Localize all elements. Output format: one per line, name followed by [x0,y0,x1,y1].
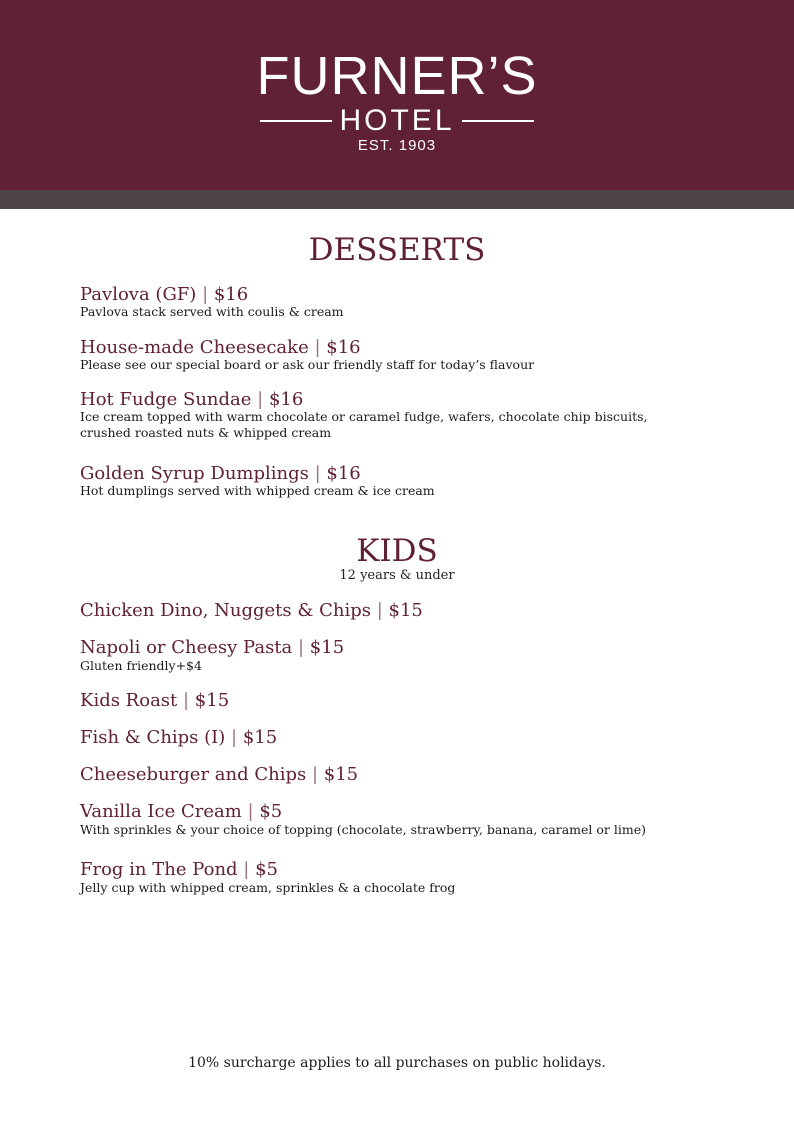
dessert-item-description: Please see our special board or ask our friendly staff for today’s flavour [80,357,535,372]
kids-item-title [80,690,780,712]
item-name: Hot Fudge Sundae [80,389,252,410]
item-price: $5 [255,859,278,880]
item-name: Cheeseburger and Chips [80,764,307,785]
item-separator: | [241,801,260,822]
item-price: $15 [194,690,230,711]
item-name: House-made Cheesecake [80,337,309,358]
logo-hotel: HOTEL [339,104,455,137]
item-separator: | [306,764,324,785]
desserts-title: DESSERTS [308,232,486,268]
item-name: Golden Syrup Dumplings [80,463,309,484]
kids-item-title [80,637,780,659]
kids-item-title [80,801,780,823]
item-price: $15 [242,727,278,748]
kids-item-description: With sprinkles & your choice of topping (chocolate, strawberry, banana, caramel or lime) [80,822,646,837]
kids-item-title [80,727,780,749]
item-price: $15 [388,600,423,621]
item-price: $5 [259,801,283,822]
item-name: Napoli or Cheesy Pasta [80,637,293,658]
item-price: $16 [213,284,249,305]
dessert-item-title [80,284,780,306]
item-name: Chicken Dino, Nuggets & Chips [80,600,371,621]
header-strip [0,190,794,209]
surcharge-note: 10% surcharge applies to all purchases on public holidays. [188,1055,606,1071]
item-price: $16 [326,463,361,484]
logo-line-right [462,120,534,122]
item-price: $15 [323,764,359,785]
item-name: Kids Roast [80,690,178,711]
kids-item-title [80,859,780,881]
kids-item-title [80,600,780,622]
kids-item-description: Jelly cup with whipped cream, sprinkles & a chocolate frog [80,880,456,895]
item-price: $15 [309,637,345,658]
item-separator: | [237,859,256,880]
item-separator: | [177,690,195,711]
dessert-item-title [80,337,780,359]
item-separator: | [371,600,389,621]
logo-hotel-row [260,104,534,138]
item-name: Fish & Chips (I) [80,727,226,748]
dessert-item-title [80,463,780,485]
dessert-item-description: Hot dumplings served with whipped cream & ice cream [80,483,435,498]
item-separator: | [292,637,310,658]
item-price: $16 [326,337,361,358]
item-name: Pavlova (GF) [80,284,197,305]
item-name: Frog in The Pond [80,859,238,880]
item-price: $16 [268,389,304,410]
kids-item-description: Gluten friendly+$4 [80,658,202,673]
dessert-item-description: Ice cream topped with warm chocolate or caramel fudge, wafers, chocolate chip biscuits, crushed roasted nuts & whipped cream [80,409,648,440]
kids-title: KIDS [356,533,438,569]
item-separator: | [308,463,327,484]
dessert-item-title [80,389,780,411]
item-separator: | [196,284,214,305]
item-separator: | [308,337,327,358]
dessert-item-description: Pavlova stack served with coulis & cream [80,304,344,319]
item-name: Vanilla Ice Cream [80,801,242,822]
kids-item-title [80,764,780,786]
item-separator: | [225,727,243,748]
kids-subtitle: 12 years & under [339,568,455,583]
item-separator: | [251,389,269,410]
header-banner [0,0,794,190]
logo-name: FURNER’S [256,46,538,106]
logo-established: EST. 1903 [357,137,437,154]
